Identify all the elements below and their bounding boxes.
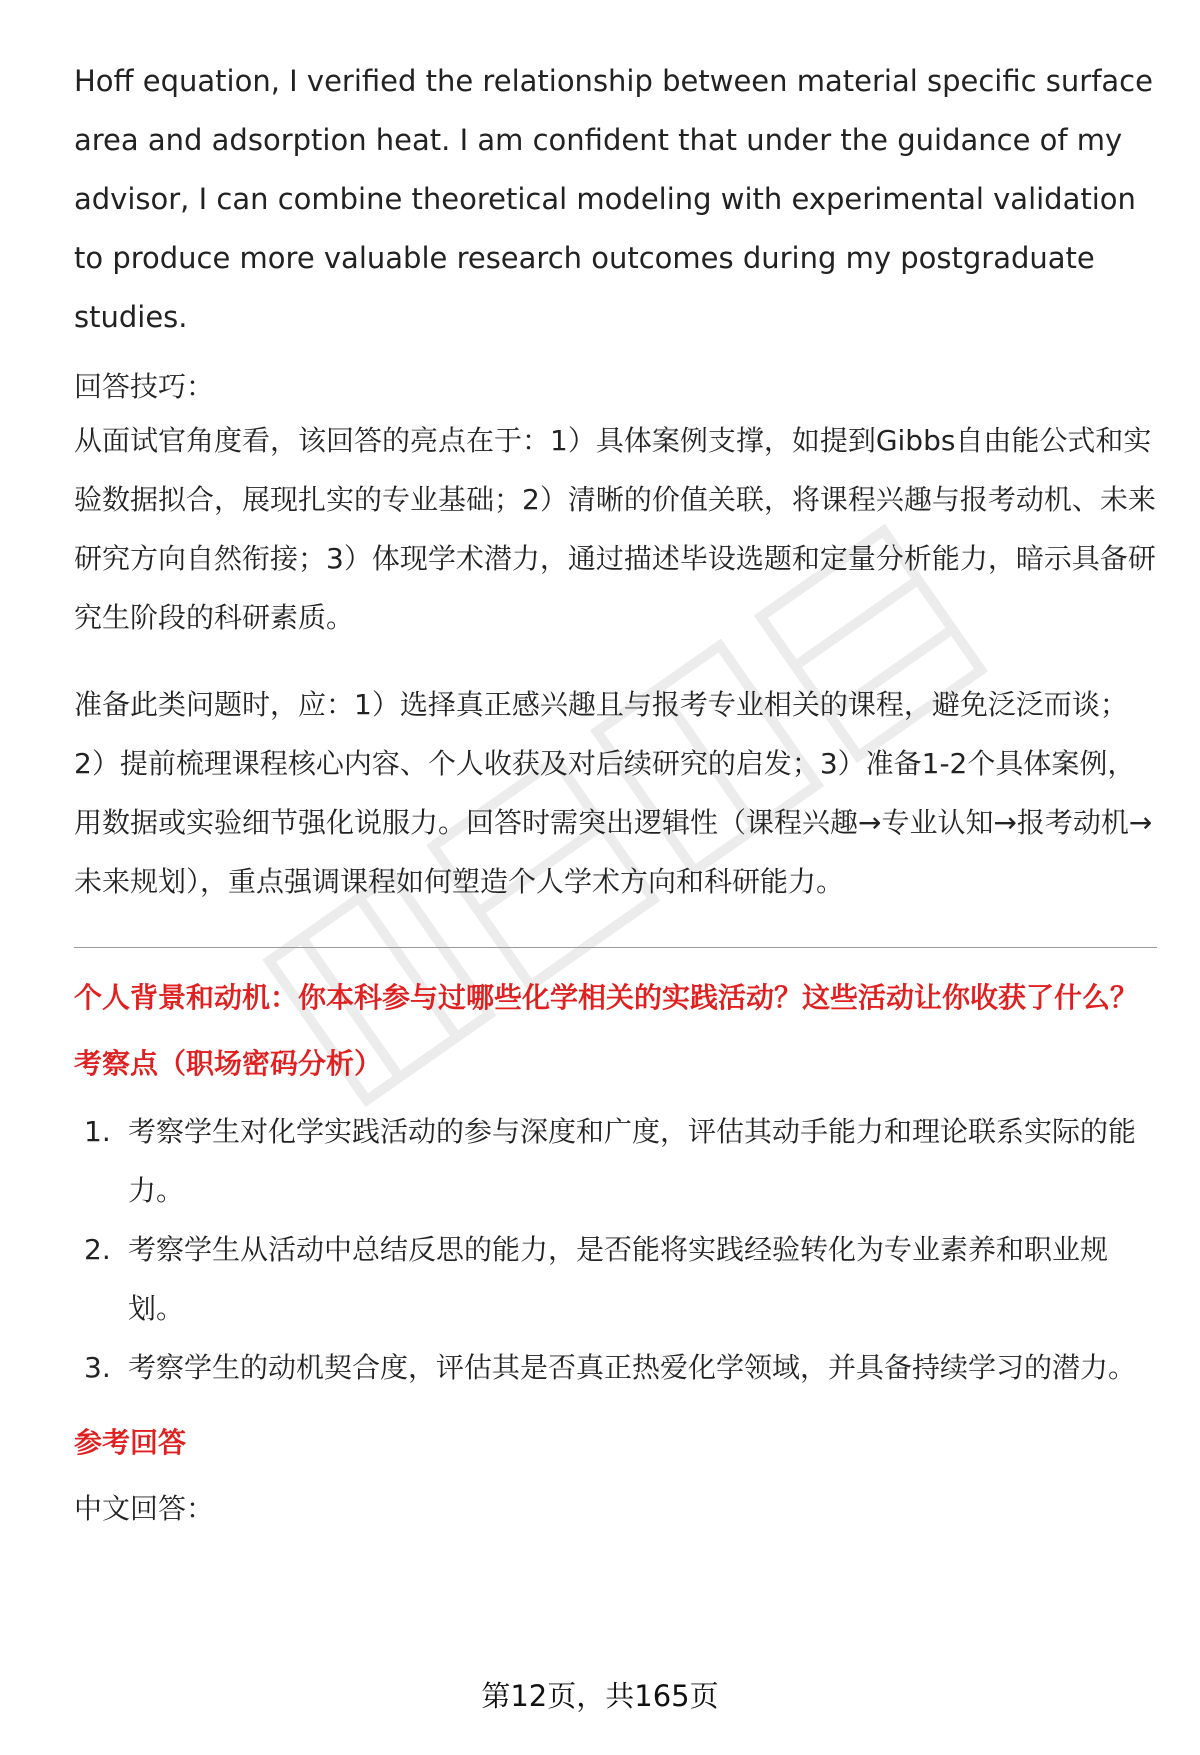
- section-divider: [74, 947, 1157, 948]
- list-item-text: 考察学生对化学实践活动的参与深度和广度，评估其动手能力和理论联系实际的能力。: [128, 1115, 1137, 1207]
- page-content: [74, 52, 1157, 1533]
- english-answer-paragraph: Hoff equation, I verified the relationship between material specific surface area and adsorption heat. I am confident that under the guidance of my advisor, I can combine theoretical modeling with experimental validation to produce more valuable research outcomes during my postgraduate studies.: [74, 64, 1153, 334]
- tips-paragraph: 从面试官角度看，该回答的亮点在于：1）具体案例支撑，如提到Gibbs自由能公式和实验数据拟合，展现扎实的专业基础；2）清晰的价值关联，将课程兴趣与报考动机、未来研究方向自然衔接；3）体现学术潜力，通过描述毕设选题和定量分析能力，暗示具备研究生阶段的科研素质。: [74, 424, 1156, 634]
- analysis-heading: 考察点（职场密码分析）: [74, 1047, 383, 1080]
- list-item-text: 考察学生的动机契合度，评估其是否真正热爱化学领域，并具备持续学习的潜力。: [128, 1351, 1137, 1384]
- list-item: [74, 1220, 1157, 1338]
- chinese-answer-label: 中文回答：: [74, 1492, 215, 1525]
- list-item: [74, 1338, 1157, 1397]
- list-item-number: 2.: [84, 1233, 111, 1266]
- list-item-number: 1.: [84, 1115, 111, 1148]
- list-item-text: 考察学生从活动中总结反思的能力，是否能将实践经验转化为专业素养和职业规划。: [128, 1233, 1109, 1325]
- page-number-footer: 第12页，共165页: [481, 1679, 719, 1713]
- reference-answer-heading: 参考回答: [74, 1426, 187, 1459]
- list-item-number: 3.: [84, 1351, 111, 1384]
- paragraph-gap: [74, 647, 1157, 675]
- tips-label: 回答技巧：: [74, 370, 215, 403]
- list-item: [74, 1102, 1157, 1220]
- analysis-points-list: [74, 1102, 1157, 1397]
- question-title: 个人背景和动机：你本科参与过哪些化学相关的实践活动？这些活动让你收获了什么？: [74, 981, 1139, 1014]
- preparation-paragraph: 准备此类问题时，应：1）选择真正感兴趣且与报考专业相关的课程，避免泛泛而谈；2）提前梳理课程核心内容、个人收获及对后续研究的启发；3）准备1-2个具体案例，用数据或实验细节强化说服力。回答时需突出逻辑性（课程兴趣→专业认知→报考动机→未来规划），重点强调课程如何塑造个人学术方向和科研能力。: [74, 688, 1153, 898]
